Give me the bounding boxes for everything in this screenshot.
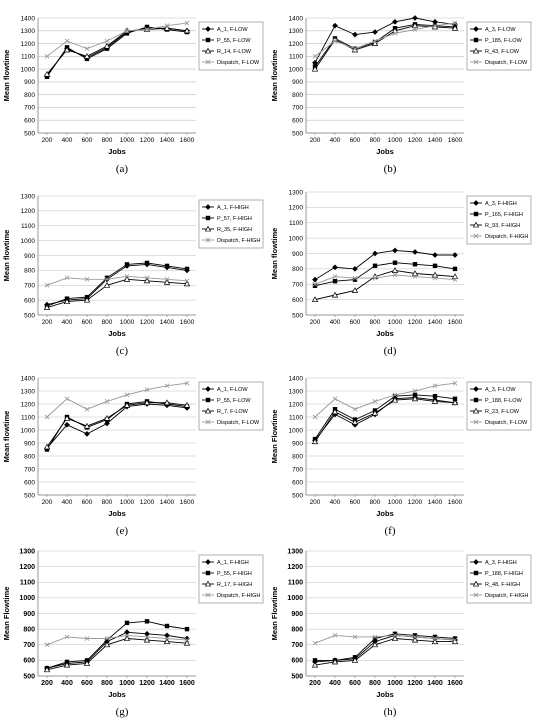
y-tick-label: 600 (24, 297, 35, 305)
y-tick-label: 1300 (20, 388, 35, 396)
panel-caption: (f) (384, 525, 396, 537)
data-point (84, 431, 89, 436)
x-tick-label: 800 (101, 137, 113, 144)
data-point (392, 19, 397, 24)
y-tick-label: 900 (292, 250, 303, 258)
chart-panel-f (270, 375, 531, 537)
x-tick-label: 800 (369, 680, 381, 687)
y-tick-label: 600 (291, 657, 303, 665)
panel-caption: (d) (383, 345, 397, 357)
chart-panel-e (2, 375, 263, 537)
legend-entry: A_3, F-HIGH (485, 560, 517, 566)
x-axis-title: Jobs (376, 690, 394, 699)
y-tick-label: 1400 (20, 375, 35, 383)
data-point (372, 29, 377, 34)
data-point (65, 397, 69, 401)
panel-caption: (e) (115, 525, 129, 537)
x-tick-label: 200 (41, 680, 53, 687)
x-tick-label: 400 (61, 137, 73, 144)
y-tick-label: 1300 (288, 189, 303, 197)
data-point (332, 23, 337, 28)
legend-entry: R_35, F-HIGH (217, 227, 253, 233)
data-point (145, 619, 149, 623)
y-tick-label: 500 (24, 492, 35, 500)
y-tick-label: 1000 (288, 427, 303, 435)
x-tick-label: 400 (329, 680, 341, 687)
x-tick-label: 1200 (139, 137, 155, 144)
x-tick-label: 1200 (139, 319, 155, 326)
legend-entry: A_1, F-LOW (217, 387, 248, 393)
y-tick-label: 500 (292, 130, 303, 138)
x-tick-label: 1400 (159, 680, 175, 687)
x-tick-label: 1200 (407, 499, 423, 506)
y-tick-label: 500 (24, 130, 35, 138)
legend-entry: R_17, F-HIGH (217, 582, 253, 588)
legend-entry: A_3, F-LOW (485, 387, 516, 393)
y-tick-label: 800 (291, 626, 303, 634)
y-tick-label: 1200 (288, 40, 303, 48)
legend-entry: A_3, F-LOW (485, 27, 516, 33)
x-axis-title: Jobs (376, 147, 394, 156)
y-tick-label: 600 (23, 657, 35, 665)
x-tick-label: 200 (41, 499, 53, 506)
y-tick-label: 700 (292, 281, 303, 289)
chart-panel-h (270, 548, 531, 718)
x-axis-title: Jobs (108, 690, 126, 699)
x-tick-label: 800 (101, 319, 113, 326)
y-tick-label: 1200 (288, 204, 303, 212)
x-tick-label: 1000 (119, 137, 135, 144)
y-tick-label: 1000 (20, 427, 35, 435)
data-point (433, 264, 437, 268)
legend-entry: P_55, F-LOW (217, 38, 251, 44)
x-tick-label: 600 (81, 319, 93, 326)
x-tick-label: 600 (81, 137, 93, 144)
x-tick-label: 1400 (159, 319, 175, 326)
y-tick-label: 800 (292, 266, 303, 274)
legend-marker (206, 571, 210, 575)
series-line-3 (315, 26, 455, 69)
y-tick-label: 900 (291, 610, 303, 618)
legend-marker (474, 571, 478, 575)
x-tick-label: 1600 (447, 319, 463, 326)
y-tick-label: 900 (292, 440, 303, 448)
y-tick-label: 900 (24, 252, 35, 260)
x-tick-label: 1000 (387, 319, 403, 326)
y-tick-label: 1200 (288, 401, 303, 409)
x-tick-label: 600 (349, 680, 361, 687)
x-tick-label: 1000 (387, 499, 403, 506)
data-point (392, 248, 397, 253)
panel-caption: (a) (115, 163, 129, 175)
y-tick-label: 900 (24, 79, 35, 87)
y-axis-title: Mean flowtime (270, 227, 279, 280)
x-tick-label: 1000 (119, 499, 135, 506)
y-tick-label: 700 (292, 466, 303, 474)
data-point (85, 47, 89, 51)
x-tick-label: 1600 (447, 680, 463, 687)
chart-panel-a (2, 15, 263, 175)
x-tick-label: 200 (309, 137, 321, 144)
x-tick-label: 800 (369, 499, 381, 506)
x-tick-label: 200 (309, 680, 321, 687)
x-tick-label: 400 (329, 137, 341, 144)
legend-entry: R_48, F-HIGH (485, 582, 521, 588)
legend-entry: Dispatch, F-HIGH (217, 238, 261, 244)
y-tick-label: 500 (292, 492, 303, 500)
y-axis-title: Mean Flowtime (270, 409, 279, 464)
x-tick-label: 800 (101, 680, 113, 687)
x-tick-label: 400 (61, 680, 73, 687)
y-tick-label: 900 (23, 610, 35, 618)
y-tick-label: 900 (24, 440, 35, 448)
x-tick-label: 200 (309, 499, 321, 506)
y-tick-label: 1200 (20, 40, 35, 48)
legend-entry: R_43, F-LOW (485, 49, 519, 55)
x-tick-label: 200 (41, 319, 53, 326)
y-tick-label: 500 (291, 673, 303, 681)
data-point (453, 267, 457, 271)
x-tick-label: 1600 (447, 137, 463, 144)
legend-marker (206, 398, 210, 402)
legend-marker (206, 38, 210, 42)
legend-entry: A_1, F-HIGH (217, 205, 249, 211)
data-point (352, 32, 357, 37)
y-tick-label: 800 (292, 91, 303, 99)
x-tick-label: 1000 (387, 137, 403, 144)
x-tick-label: 1400 (159, 499, 175, 506)
legend-marker (474, 398, 478, 402)
y-tick-label: 1400 (288, 375, 303, 383)
y-tick-label: 1100 (21, 414, 35, 422)
x-tick-label: 1400 (159, 137, 175, 144)
x-tick-label: 200 (309, 319, 321, 326)
x-tick-label: 600 (349, 499, 361, 506)
data-point (125, 262, 129, 266)
y-tick-label: 500 (292, 312, 303, 320)
panel-caption: (b) (383, 163, 397, 175)
legend-entry: Dispatch, F-LOW (485, 420, 528, 426)
y-tick-label: 500 (24, 312, 35, 320)
y-tick-label: 1100 (21, 223, 35, 231)
y-tick-label: 800 (24, 267, 35, 275)
y-tick-label: 600 (24, 117, 35, 125)
y-axis-title: Mean flowtime (270, 49, 279, 102)
y-tick-label: 800 (24, 453, 35, 461)
y-axis-title: Mean Flowtime (2, 586, 11, 641)
y-axis-title: Mean flowtime (2, 49, 11, 102)
data-point (352, 288, 357, 293)
x-tick-label: 600 (349, 137, 361, 144)
data-point (393, 261, 397, 265)
y-tick-label: 1000 (19, 595, 35, 603)
x-axis-title: Jobs (376, 509, 394, 518)
y-tick-label: 1200 (20, 401, 35, 409)
y-tick-label: 700 (24, 282, 35, 290)
x-tick-label: 1400 (427, 137, 443, 144)
chart-panel-b (270, 15, 531, 175)
x-tick-label: 1600 (179, 680, 195, 687)
x-axis-title: Jobs (108, 509, 126, 518)
data-point (373, 399, 377, 403)
data-point (412, 15, 417, 20)
y-tick-label: 1000 (288, 235, 303, 243)
y-tick-label: 700 (291, 642, 303, 650)
x-tick-label: 1200 (139, 499, 155, 506)
data-point (413, 262, 417, 266)
x-tick-label: 1400 (427, 319, 443, 326)
y-tick-label: 1300 (287, 548, 303, 556)
legend-marker (474, 212, 478, 216)
legend-entry: P_55, F-HIGH (217, 571, 252, 577)
x-tick-label: 200 (41, 137, 53, 144)
y-tick-label: 1400 (20, 15, 35, 23)
x-tick-label: 1000 (119, 319, 135, 326)
x-tick-label: 1200 (407, 680, 423, 687)
x-tick-label: 600 (349, 319, 361, 326)
y-tick-label: 1300 (19, 548, 35, 556)
legend-marker (474, 38, 478, 42)
x-axis-title: Jobs (108, 329, 126, 338)
legend-entry: A_1, F-HIGH (217, 560, 249, 566)
legend-entry: P_185, F-LOW (485, 38, 522, 44)
legend-entry: A_3, F-HIGH (485, 201, 517, 207)
x-tick-label: 1600 (447, 499, 463, 506)
y-tick-label: 500 (23, 673, 35, 681)
x-tick-label: 1200 (407, 319, 423, 326)
y-tick-label: 1200 (20, 208, 35, 216)
legend-entry: P_188, F-HIGH (485, 571, 523, 577)
data-point (333, 397, 337, 401)
y-tick-label: 1100 (289, 220, 303, 228)
y-tick-label: 800 (24, 91, 35, 99)
chart-panel-c (2, 193, 263, 357)
chart-panel-d (270, 189, 531, 357)
data-point (65, 39, 69, 43)
legend-entry: A_1, F-LOW (217, 27, 248, 33)
data-point (105, 39, 109, 43)
y-tick-label: 1300 (288, 388, 303, 396)
x-axis-title: Jobs (376, 329, 394, 338)
legend-entry: Dispatch, F-HIGH (485, 234, 529, 240)
legend-entry: Dispatch, F-HIGH (485, 593, 529, 599)
y-tick-label: 700 (292, 104, 303, 112)
x-tick-label: 1400 (427, 680, 443, 687)
data-point (105, 399, 109, 403)
x-tick-label: 1600 (179, 319, 195, 326)
y-tick-label: 1200 (287, 563, 303, 571)
data-point (433, 394, 437, 398)
y-axis-title: Mean flowtime (2, 410, 11, 463)
x-axis-title: Jobs (108, 147, 126, 156)
y-axis-title: Mean Flowtime (270, 586, 279, 641)
x-tick-label: 800 (369, 319, 381, 326)
y-tick-label: 900 (292, 79, 303, 87)
data-point (165, 264, 169, 268)
x-tick-label: 400 (61, 319, 73, 326)
legend-entry: P_188, F-LOW (485, 398, 522, 404)
panel-caption: (h) (383, 706, 397, 718)
legend-entry: P_165, F-HIGH (485, 212, 523, 218)
x-tick-label: 400 (329, 499, 341, 506)
y-tick-label: 1100 (289, 53, 303, 61)
legend-entry: R_14, F-LOW (217, 49, 251, 55)
data-point (185, 627, 189, 631)
x-tick-label: 800 (369, 137, 381, 144)
y-axis-title: Mean flowtime (2, 229, 11, 282)
chart-panel-g (2, 548, 263, 718)
x-tick-label: 1200 (139, 680, 155, 687)
y-tick-label: 800 (23, 626, 35, 634)
x-tick-label: 1400 (427, 499, 443, 506)
y-tick-label: 600 (292, 479, 303, 487)
data-point (145, 261, 149, 265)
x-tick-label: 600 (81, 680, 93, 687)
y-tick-label: 600 (292, 296, 303, 304)
legend-entry: R_7, F-LOW (217, 409, 248, 415)
y-tick-label: 1300 (288, 28, 303, 36)
y-tick-label: 1000 (20, 237, 35, 245)
data-point (125, 621, 129, 625)
x-tick-label: 1200 (407, 137, 423, 144)
legend-entry: R_93, F-HIGH (485, 223, 521, 229)
legend-entry: Dispatch, F-LOW (217, 420, 260, 426)
y-tick-label: 1000 (288, 66, 303, 74)
data-point (85, 407, 89, 411)
data-point (312, 277, 317, 282)
legend-entry: Dispatch, F-LOW (217, 60, 260, 66)
legend-entry: P_55, F-LOW (217, 398, 251, 404)
y-tick-label: 1100 (287, 579, 303, 587)
y-tick-label: 1300 (20, 193, 35, 201)
y-tick-label: 800 (292, 453, 303, 461)
y-tick-label: 1100 (21, 53, 35, 61)
legend-entry: P_57, F-HIGH (217, 216, 252, 222)
y-tick-label: 600 (292, 117, 303, 125)
y-tick-label: 1000 (287, 595, 303, 603)
data-point (392, 268, 397, 273)
y-tick-label: 700 (24, 104, 35, 112)
y-tick-label: 1100 (19, 579, 35, 587)
series-line-3 (315, 399, 455, 442)
panel-caption: (c) (115, 345, 129, 357)
legend-entry: Dispatch, F-HIGH (217, 593, 261, 599)
y-tick-label: 700 (23, 642, 35, 650)
legend-entry: Dispatch, F-LOW (485, 60, 528, 66)
x-tick-label: 400 (61, 499, 73, 506)
legend-entry: R_23, F-LOW (485, 409, 519, 415)
y-tick-label: 1300 (20, 28, 35, 36)
x-tick-label: 1000 (119, 680, 135, 687)
y-tick-label: 1200 (19, 563, 35, 571)
data-point (333, 279, 337, 283)
y-tick-label: 600 (24, 479, 35, 487)
y-tick-label: 1400 (288, 15, 303, 23)
x-tick-label: 400 (329, 319, 341, 326)
x-tick-label: 1000 (387, 680, 403, 687)
data-point (165, 624, 169, 628)
y-tick-label: 1100 (289, 414, 303, 422)
y-tick-label: 1000 (20, 66, 35, 74)
x-tick-label: 800 (101, 499, 113, 506)
data-point (353, 407, 357, 411)
data-point (373, 264, 377, 268)
x-tick-label: 1600 (179, 137, 195, 144)
x-tick-label: 1600 (179, 499, 195, 506)
legend-marker (206, 216, 210, 220)
data-point (185, 267, 189, 271)
panel-caption: (g) (115, 706, 129, 718)
x-tick-label: 600 (81, 499, 93, 506)
y-tick-label: 700 (24, 466, 35, 474)
